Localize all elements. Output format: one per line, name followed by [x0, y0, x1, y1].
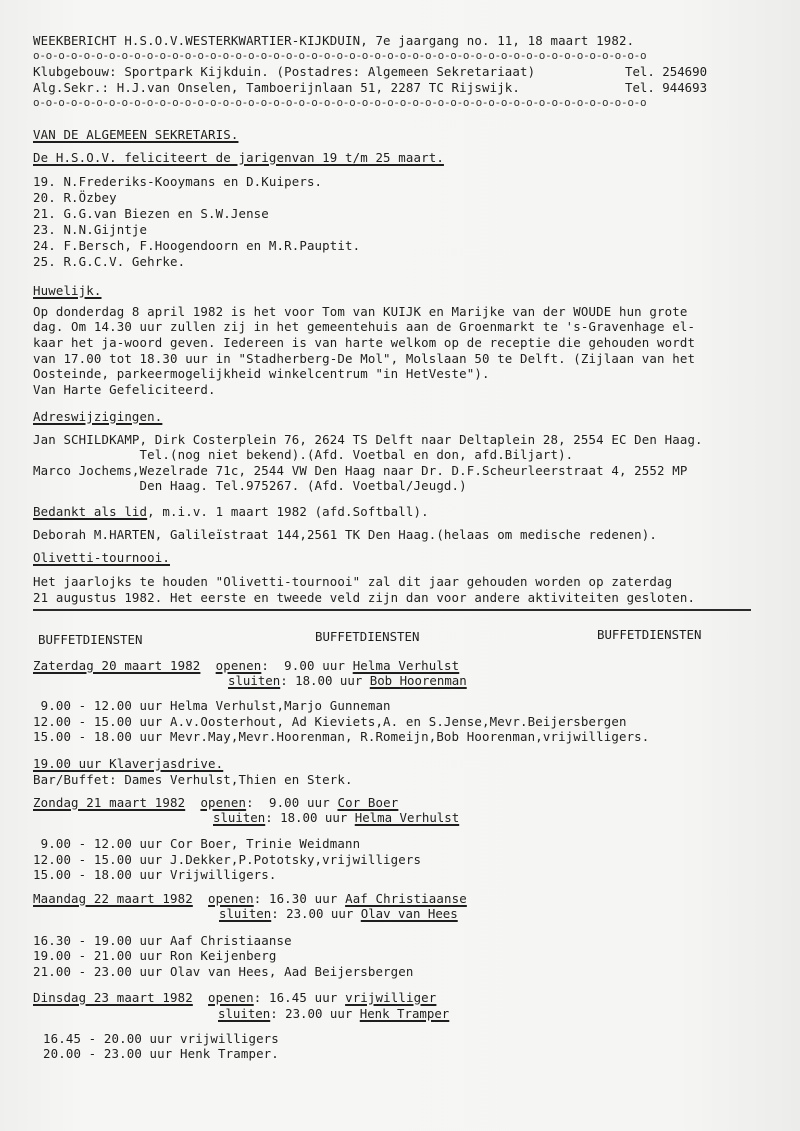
day-date: Dinsdag 23 maart 1982 [33, 990, 193, 1005]
open-name: Aaf Christiaanse [345, 891, 467, 906]
resignation-heading: Bedankt als lid [33, 504, 148, 519]
buffet-day-tuesday: Dinsdag 23 maart 1982 openen: 16.45 uur vrijwilliger [33, 990, 437, 1005]
open-label: openen [208, 891, 254, 906]
horizontal-rule [33, 609, 751, 611]
shift-line: 16.45 - 20.00 uur vrijwilligers [43, 1031, 279, 1046]
day-date: Zondag 21 maart 1982 [33, 795, 186, 810]
shift-line: 19.00 - 21.00 uur Ron Keijenberg [33, 948, 277, 963]
olivetti-heading: Olivetti-tournooi. [33, 550, 170, 565]
wedding-text: kaar het ja-woord geven. Iedereen is van harte welkom op de receptie die gehouden wordt [33, 335, 696, 350]
close-time: 18.00 uur [280, 810, 348, 825]
resignation-heading-row [33, 504, 429, 519]
shift-line: 15.00 - 18.00 uur Mevr.May,Mevr.Hoorenman, R.Romeijn,Bob Hoorenman,vrijwilligers. [33, 729, 650, 744]
clubhouse-phone: Tel. 254690 [625, 64, 708, 79]
close-time: 23.00 uur [285, 1006, 353, 1021]
separator-line: o-o-o-o-o-o-o-o-o-o-o-o-o-o-o-o-o-o-o-o-o-o-o-o-o-o-o-o-o-o-o-o-o-o-o-o-o-o-o-o-o-o-o-o-o-o-o-o-o [33, 49, 647, 62]
close-row: sluiten: 23.00 uur Olav van Hees [219, 906, 458, 921]
shift-line: 12.00 - 15.00 uur J.Dekker,P.Pototsky,vrijwilligers [33, 852, 422, 867]
olivetti-text: 21 augustus 1982. Het eerste en tweede veld zijn dan voor andere aktiviteiten gesloten. [33, 590, 696, 605]
address-change-line: Jan SCHILDKAMP, Dirk Costerplein 76, 2624 TS Delft naar Deltaplein 28, 2554 EC Den Haag. [33, 432, 703, 447]
klaverjas-heading: 19.00 uur Klaverjasdrive. [33, 756, 224, 771]
open-name: vrijwilliger [345, 990, 437, 1005]
separator-line: o-o-o-o-o-o-o-o-o-o-o-o-o-o-o-o-o-o-o-o-o-o-o-o-o-o-o-o-o-o-o-o-o-o-o-o-o-o-o-o-o-o-o-o-o-o-o-o-o [33, 96, 647, 109]
resignation-detail: , m.i.v. 1 maart 1982 (afd.Softball). [147, 504, 429, 519]
open-label: openen [215, 658, 262, 673]
open-time: 9.00 uur [284, 658, 346, 673]
open-name: Cor Boer [337, 795, 399, 810]
open-time: 16.45 uur [268, 990, 338, 1005]
birthday-item: 21. G.G.van Biezen en S.W.Jense [33, 206, 269, 221]
shift-line: 21.00 - 23.00 uur Olav van Hees, Aad Beijersbergen [33, 964, 414, 979]
shift-line: 15.00 - 18.00 uur Vrijwilligers. [33, 867, 277, 882]
buffet-banner: BUFFETDIENSTEN [315, 629, 420, 644]
buffet-day-saturday: Zaterdag 20 maart 1982 openen: 9.00 uur Helma Verhulst [33, 658, 460, 673]
olivetti-text: Het jaarlojks te houden "Olivetti-tournooi" zal dit jaar gehouden worden op zaterdag [33, 574, 673, 589]
shift-line: 20.00 - 23.00 uur Henk Tramper. [43, 1046, 279, 1061]
resignation-line: Deborah M.HARTEN, Galileïstraat 144,2561 TK Den Haag.(helaas om medische redenen). [33, 527, 658, 542]
close-name: Henk Tramper [359, 1006, 450, 1021]
birthday-item: 19. N.Frederiks-Kooymans en D.Kuipers. [33, 174, 323, 189]
open-label: openen [200, 795, 247, 810]
buffet-day-sunday: Zondag 21 maart 1982 openen: 9.00 uur Cor Boer [33, 795, 399, 810]
birthday-heading: De H.S.O.V. feliciteert de jarigenvan 19 t/m 25 maart. [33, 150, 444, 165]
close-name: Helma Verhulst [354, 810, 460, 825]
close-label: sluiten [219, 906, 272, 921]
secretary-address: Alg.Sekr.: H.J.van Onselen, Tamboerijnlaan 51, 2287 TC Rijswijk. [33, 80, 521, 95]
klaverjas-line: Bar/Buffet: Dames Verhulst,Thien en Sterk. [33, 772, 353, 787]
birthday-item: 24. F.Bersch, F.Hoogendoorn en M.R.Pauptit. [33, 238, 361, 253]
close-row: sluiten: 18.00 uur Bob Hoorenman [228, 673, 467, 688]
birthday-item: 25. R.G.C.V. Gehrke. [33, 254, 186, 269]
birthday-item: 23. N.N.Gijntje [33, 222, 148, 237]
address-change-line: Tel.(nog niet bekend).(Afd. Voetbal en don, afd.Biljart). [33, 447, 574, 462]
close-time: 23.00 uur [286, 906, 354, 921]
close-time: 18.00 uur [295, 673, 363, 688]
clubhouse-address: Klubgebouw: Sportpark Kijkduin. (Postadres: Algemeen Sekretariaat) [33, 64, 536, 79]
open-time: 9.00 uur [261, 795, 330, 810]
address-change-line: Den Haag. Tel.975267. (Afd. Voetbal/Jeugd.) [33, 478, 467, 493]
close-name: Olav van Hees [360, 906, 458, 921]
shift-line: 9.00 - 12.00 uur Cor Boer, Trinie Weidmann [33, 836, 361, 851]
wedding-text: Van Harte Gefeliciteerd. [33, 382, 216, 397]
buffet-banner: BUFFETDIENSTEN [38, 632, 143, 647]
birthday-item: 20. R.Özbey [33, 190, 117, 205]
day-date: Maandag 22 maart 1982 [33, 891, 193, 906]
close-row: sluiten: 23.00 uur Henk Tramper [218, 1006, 450, 1021]
shift-line: 12.00 - 15.00 uur A.v.Oosterhout, Ad Kieviets,A. en S.Jense,Mevr.Beijersbergen [33, 714, 627, 729]
open-label: openen [208, 990, 254, 1005]
open-time: 16.30 uur [268, 891, 338, 906]
buffet-day-monday: Maandag 22 maart 1982 openen: 16.30 uur Aaf Christiaanse [33, 891, 467, 906]
close-label: sluiten [218, 1006, 271, 1021]
wedding-text: dag. Om 14.30 uur zullen zij in het gemeentehuis aan de Groenmarkt te 's-Gravenhage el- [33, 319, 696, 334]
day-date: Zaterdag 20 maart 1982 [33, 658, 201, 673]
wedding-text: Oosteinde, parkeermogelijkheid winkelcentrum "in HetVeste"). [33, 366, 490, 381]
wedding-text: van 17.00 tot 18.30 uur in "Stadherberg-De Mol", Molslaan 50 te Delft. (Zijlaan van het [33, 351, 696, 366]
newsletter-title: WEEKBERICHT H.S.O.V.WESTERKWARTIER-KIJKDUIN, 7e jaargang no. 11, 18 maart 1982. [33, 33, 635, 48]
buffet-banner: BUFFETDIENSTEN [597, 627, 702, 642]
shift-line: 9.00 - 12.00 uur Helma Verhulst,Marjo Gunneman [33, 698, 391, 713]
wedding-heading: Huwelijk. [33, 283, 102, 298]
close-row: sluiten: 18.00 uur Helma Verhulst [213, 810, 460, 825]
address-change-line: Marco Jochems,Wezelrade 71c, 2544 VW Den Haag naar Dr. D.F.Scheurleerstraat 4, 2552 MP [33, 463, 688, 478]
secretary-phone: Tel. 944693 [625, 80, 708, 95]
close-name: Bob Hoorenman [369, 673, 467, 688]
address-changes-heading: Adreswijzigingen. [33, 409, 163, 424]
shift-line: 16.30 - 19.00 uur Aaf Christiaanse [33, 933, 292, 948]
section-heading-secretary: VAN DE ALGEMEEN SEKRETARIS. [33, 127, 239, 142]
close-label: sluiten [228, 673, 281, 688]
close-label: sluiten [213, 810, 266, 825]
wedding-text: Op donderdag 8 april 1982 is het voor Tom van KUIJK en Marijke van der WOUDE hun grote [33, 304, 688, 319]
open-name: Helma Verhulst [352, 658, 460, 673]
